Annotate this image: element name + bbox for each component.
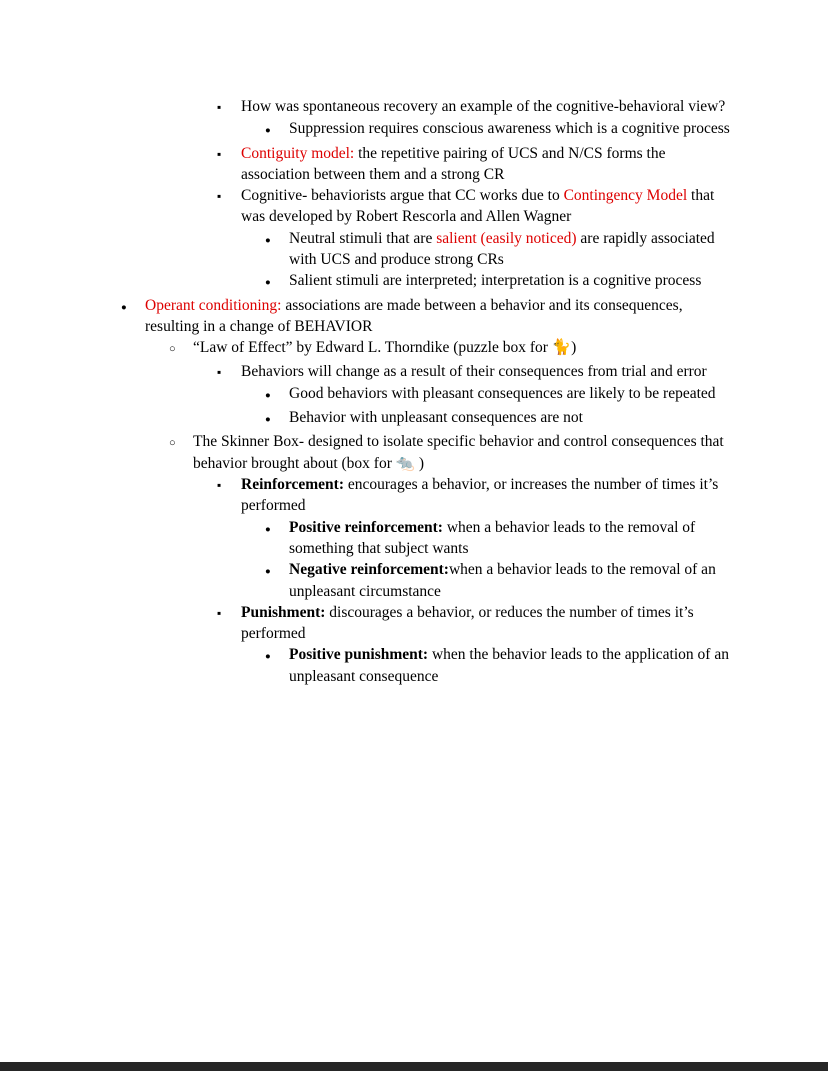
text-run: Suppression requires conscious awareness which is a cognitive process [289,120,730,138]
list-item [121,295,731,338]
text-run: associations are made between a behavior and its consequences, resulting in a change of BEHAVIOR [145,296,683,335]
disc-bullet-icon [265,407,289,431]
disc-bullet-icon [265,270,289,294]
bold-text-run: Positive reinforcement: [289,518,443,536]
text-run: when a behavior leads to the removal of an unpleasant circumstance [289,561,716,600]
text-run: Behaviors will change as a result of their consequences from trial and error [241,362,707,380]
item-text [241,361,731,382]
circle-bullet-icon [169,431,193,454]
disc-bullet-icon [265,118,289,142]
item-text [289,407,731,428]
list-item [265,383,731,407]
bold-text-run: Negative reinforcement: [289,561,449,579]
text-run: discourages a behavior, or reduces the number of times it’s performed [241,603,694,643]
list-item [217,185,731,228]
text-run: are rapidly associated with UCS and produce strong CRs [289,229,715,269]
text-run: Neutral stimuli that are [289,229,437,247]
text-run: Cognitive- behaviorists argue that CC works due to [241,187,564,205]
item-text [289,228,731,271]
item-text [289,270,731,291]
highlighted-text-run: salient (easily noticed) [436,229,577,247]
list-item [265,407,731,431]
text-run: Behavior with unpleasant consequences are not [289,409,583,427]
list-item [169,337,731,360]
bold-text-run: Punishment: [241,603,326,621]
highlighted-text-run: Contiguity model: [241,144,355,162]
list-item [265,559,731,602]
item-text [193,431,731,474]
list-item [265,118,731,142]
list-item [265,517,731,560]
text-run: encourages a behavior, or increases the number of times it’s performed [241,476,719,515]
item-text [241,474,731,517]
item-text [289,517,731,560]
bold-text-run: Positive punishment: [289,646,429,664]
square-bullet-icon [217,602,241,624]
list-item [217,602,731,645]
item-text [289,644,731,687]
item-text [241,143,731,186]
item-text [241,96,731,117]
list-item [217,361,731,383]
item-text [289,118,731,139]
text-run: Salient stimuli are interpreted; interpretation is a cognitive process [289,272,702,290]
disc-bullet-icon [265,383,289,407]
text-run: when a behavior leads to the removal of something that subject wants [289,518,696,557]
item-text [289,383,731,404]
square-bullet-icon [217,361,241,383]
circle-bullet-icon [169,337,193,360]
text-run: The Skinner Box- designed to isolate specific behavior and control consequences that behavior brought about (box for 🐀 ) [193,433,724,472]
item-text [241,185,731,228]
disc-bullet-icon [265,559,289,583]
disc-bullet-icon [265,644,289,668]
list-item [217,96,731,118]
disc-bullet-icon [121,295,145,319]
square-bullet-icon [217,185,241,207]
list-item [169,431,731,474]
disc-bullet-icon [265,228,289,252]
highlighted-text-run: Operant conditioning: [145,296,282,314]
disc-bullet-icon [265,517,289,541]
square-bullet-icon [217,96,241,118]
bold-text-run: Reinforcement: [241,476,345,494]
text-run: the repetitive pairing of UCS and N/CS forms the association between them and a strong CR [241,144,666,183]
list-item [265,228,731,271]
page-bottom-edge [0,1062,828,1071]
square-bullet-icon [217,143,241,165]
text-run: that was developed by Robert Rescorla and Allen Wagner [241,187,715,226]
highlighted-text-run: Contingency Model [563,187,688,205]
list-item [265,644,731,687]
item-text [289,559,731,602]
item-text [145,295,731,338]
text-run: “Law of Effect” by Edward L. Thorndike (puzzle box for 🐈) [193,339,577,357]
text-run: when the behavior leads to the application of an unpleasant consequence [289,646,729,685]
item-text [193,337,731,358]
list-item [217,143,731,186]
item-text [241,602,731,645]
text-run: How was spontaneous recovery an example of the cognitive-behavioral view? [241,98,726,115]
list-item [265,270,731,294]
text-run: Good behaviors with pleasant consequences are likely to be repeated [289,384,716,402]
square-bullet-icon [217,474,241,496]
list-item [217,474,731,517]
